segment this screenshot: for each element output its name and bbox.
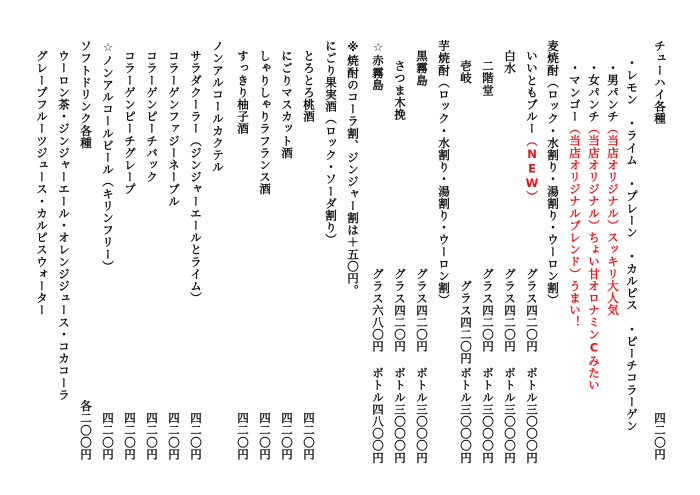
- menu-item-text: すっきり柚子酒: [236, 50, 250, 135]
- menu-item-text: スッキリ大人気: [606, 231, 620, 317]
- menu-item-text: ・男パンチ: [606, 62, 620, 123]
- menu-item-text: （当店オリジナル）ちょい甘オロナミンCみたい: [587, 122, 601, 392]
- menu-item-text: グレープフルーツジュース・カルピスウォーター: [35, 50, 49, 317]
- menu-item-text: とろとろ桃酒: [302, 50, 316, 123]
- menu-item-text: ・レモン ・ライム ・プレーン ・カルピス ・ピーチ: [625, 57, 639, 372]
- menu-item-text: サラダクーラー（ジンジャーエールとライム）: [189, 50, 203, 305]
- menu-item-text: 二階堂: [481, 60, 495, 97]
- menu-item-text: 黒霧島: [415, 50, 429, 87]
- menu-item-text: （当店オリジナル）: [606, 122, 620, 232]
- menu-item-text: （NEW）: [525, 134, 539, 203]
- menu-item-text: コラーゲンファジーネーブル: [167, 50, 181, 208]
- menu-item-text: ウーロン茶・ジンジャーエール・オレンジジュース・コカコーラ: [57, 50, 71, 401]
- menu-item-text: にごりマスカット酒: [280, 50, 294, 159]
- menu-item-text: 麦焼酎（ロック・水割り・湯割り・ウーロン割）: [546, 40, 560, 307]
- menu-item-text: チューハイ各種: [653, 40, 667, 125]
- menu-item-text: ☆赤霧島: [371, 40, 385, 91]
- menu-item-text: 壱岐: [459, 60, 473, 85]
- menu-item-text: 白水: [503, 50, 517, 75]
- menu-item-text: 芋焼酎（ロック・水割り・湯割り・ウーロン割）: [437, 40, 451, 307]
- menu-item-text: （当店オリジナルブレンド）うまい！: [568, 122, 582, 329]
- menu-item-text: コラーゲン: [625, 371, 639, 433]
- menu-item-text: ノンアルコールカクテル: [211, 40, 225, 174]
- menu-item-text: ☆ノンアルコールビール（キリンフリー）: [101, 40, 115, 273]
- menu-item-text: ※焼酎のコーラ割、ジンジャー割は＋五〇円。: [346, 40, 360, 297]
- menu-item-text: コラーゲンピーチグレープ: [123, 50, 137, 196]
- menu-sheet: チューハイ各種 四二〇円 ・レモン ・ライム ・プレーン ・カルピス ・ピーチコラーゲン ・男パンチ（当店オリジナル）スッキリ大人気 ・女パンチ（当店オリジナル）ちょい甘オロナミンCみたい ・マンゴー（当店オリジナルブレンド）うまい！ 麦焼酎（ロック・水割り・湯割り・ウーロン割） いいともブルー（NEW） グラス四二〇円 ボトル三〇〇〇円 白水 グラス四二〇円 ボトル三〇〇〇円 二階堂 グラス四二〇円 ボトル三〇〇〇円 壱岐 グラス四二〇円 ボトル三〇〇〇円 芋焼酎（ロック・水割り・湯割り・ウーロン割） 黒霧島 グラス四二〇円 ボトル三〇〇〇円 さつま木挽 グラス四二〇円 ボトル三〇〇〇円 ☆赤霧島 グラス六八〇円 ボトル四八〇〇円 ※焼酎のコーラ割、ジンジャー割は＋五〇円。 にごり果実酒（ロック・ソーダ割り） とろとろ桃酒 四二〇円 にごりマスカット酒 四二〇円 しゃりしゃりラフランス酒 四二〇円 すっきり柚子酒 四二〇円 ノンアルコールカクテル サラダクーラー（ジンジャーエールとライム） 四二〇円 コラーゲンファジーネーブル 四二〇円 コラーゲンピーチバック 四二〇円 コラーゲンピーチグレープ 四二〇円 ☆ノンアルコールビール（キリンフリー） 四二〇円 ソフトドリンク各種 各二〇〇円 ウーロン茶・ジンジャーエール・オレンジジュース・コカコーラ グレープフルーツジュース・カルピスウォーター: [35, 40, 667, 464]
- menu-item-text: さつま木挽: [393, 60, 407, 121]
- menu-item-text: コラーゲンピーチバック: [145, 50, 159, 184]
- menu-item-text: ソフトドリンク各種: [79, 40, 93, 149]
- menu-item-text: にごり果実酒（ロック・ソーダ割り）: [324, 40, 338, 246]
- menu-item-text: ・マンゴー: [568, 62, 582, 123]
- menu-item-text: いいともブルー: [525, 50, 539, 135]
- menu-item-text: しゃりしゃりラフランス酒: [258, 50, 272, 196]
- menu-item-text: ・女パンチ: [587, 62, 601, 123]
